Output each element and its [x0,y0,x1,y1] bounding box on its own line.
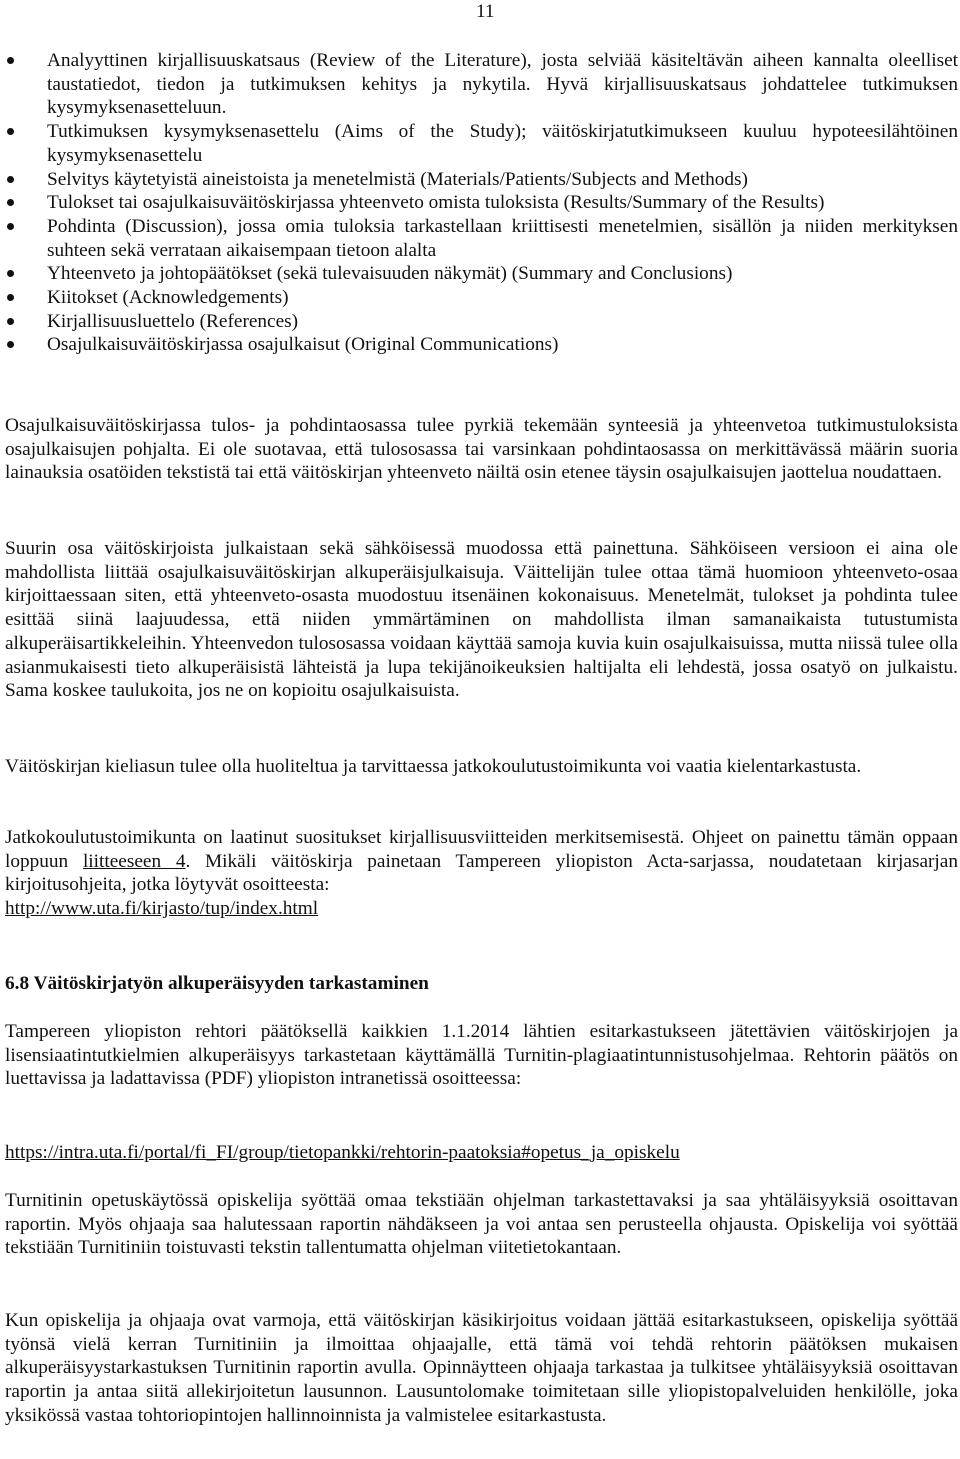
list-item: Yhteenveto ja johtopäätökset (sekä tulevaisuuden näkymät) (Summary and Conclusions) [7,262,958,286]
bullet-icon [7,199,14,206]
paragraph-electronic-version: Suurin osa väitöskirjoista julkaistaan sekä sähköisessä muodossa että painettuna. Sähköiseen versioon ei aina ole mahdollista liittää osajulkaisuväitöskirjan alkuperäisjulkaisuja. Väittelijän tulee ottaa tämä huomioon yhteenveto-osaa kirjoittaessaan siten, että yhteenveto-osasta muodostuu itsenäinen kokonaisuus. Menetelmät, tulokset ja pohdinta tulee esittää siinä laajuudessa, että niiden ymmärtäminen on mahdollista ilman samanaikaista tutustumista alkuperäisartikkeleihin. Yhteenvedon tulososassa voidaan käyttää samoja kuvia kuin osajulkaisuissa, mutta niissä tulee olla asianmukaisesti tieto alkuperäisistä lähteistä ja lupa tekijänoikeuksien haltijalta eli lehdestä, jossa osatyö on julkaistu. Sama koskee taulukoita, jos ne on kopioitu osajulkaisuista. [5,538,958,702]
paragraph-synthesis: Osajulkaisuväitöskirjassa tulos- ja pohdintaosassa tulee pyrkiä tekemään synteesiä ja yhteenvetoa tutkimustuloksista osajulkaisujen pohjalta. Ei ole suotavaa, että tulososassa tai varsinkaan pohdintaosassa on merkittävässä määrin suoria lainauksia osatöiden tekstistä tai että väitöskirjan yhteenveto näiltä osin etenee täysin osajulkaisujen jaottelua noudattaen. [5,415,958,484]
acta-url-link[interactable]: http://www.uta.fi/kirjasto/tup/index.html [5,898,319,920]
bullet-icon [7,294,14,301]
paragraph-intranet-url [5,1141,958,1165]
list-item: Tulokset tai osajulkaisuväitöskirjassa yhteenveto omista tuloksista (Results/Summary of the Results) [7,191,958,215]
section-heading: 6.8 Väitöskirjatyön alkuperäisyyden tarkastaminen [5,973,429,994]
list-item: Pohdinta (Discussion), jossa omia tuloksia tarkastellaan kriittisesti menetelmien, sisällön ja niiden merkityksen suhteen sekä verrataan aikaisempaan tietoon alalta [7,215,958,262]
bullet-icon [7,223,14,230]
list-item: Kirjallisuusluettelo (References) [7,310,958,334]
bullet-icon [7,318,14,325]
bullet-icon [7,57,14,64]
appendix-link[interactable]: liitteeseen 4 [82,850,186,872]
paragraph-language: Väitöskirjan kieliasun tulee olla huoliteltua ja tarvittaessa jatkokoulutustoimikunta voi vaatia kielentarkastusta. [5,756,862,777]
list-item: Kiitokset (Acknowledgements) [7,286,958,310]
paragraph-turnitin-usage: Turnitinin opetuskäytössä opiskelija syöttää omaa tekstiään ohjelman tarkastettavaksi ja saa yhtäläisyyksiä osoittavan raportin. Myös ohjaaja saa halutessaan raportin nähdäkseen ja voi antaa sen perusteella ohjausta. Opiskelija voi syöttää tekstiään Turnitiniin toistuvasti tekstin tallentumatta ohjelman viitetietokantaan. [5,1190,958,1259]
bullet-icon [7,128,14,135]
page-number: 11 [476,1,495,22]
bullet-icon [7,270,14,277]
bullet-icon [7,341,14,348]
list-item: Tutkimuksen kysymyksenasettelu (Aims of the Study); väitöskirjatutkimukseen kuuluu hypoteesilähtöinen kysymyksenasettelu [7,120,958,167]
paragraph-references [5,826,958,921]
bullet-icon [7,176,14,183]
list-item: Selvitys käytetyistä aineistoista ja menetelmistä (Materials/Patients/Subjects and Methods) [7,168,958,192]
thesis-structure-list [7,49,958,357]
paragraph-text: . Mikäli väitöskirja painetaan Tampereen yliopiston Acta-sarjassa, noudatetaan kirjasarjan kirjoitusohjeita, jotka löytyvät osoitteesta: [5,850,958,896]
paragraph-turnitin-decision: Tampereen yliopiston rehtori päätöksellä kaikkien 1.1.2014 lähtien esitarkastukseen jätettävien väitöskirjojen ja lisensiaatintutkielmien alkuperäisyys tarkastetaan käyttämällä Turnitin-plagiaatintunnistusohjelmaa. Rehtorin päätös on luettavissa ja ladattavissa (PDF) yliopiston intranetissä osoitteessa: [5,1021,958,1090]
list-item: Analyyttinen kirjallisuuskatsaus (Review of the Literature), josta selviää käsiteltävän aiheen kannalta oleelliset taustatiedot, tiedon ja tutkimuksen kehitys ja nykytila. Hyvä kirjallisuuskatsaus johdattelee tutkimuksen kysymyksenasetteluun. [7,49,958,120]
list-item: Osajulkaisuväitöskirjassa osajulkaisut (Original Communications) [7,333,958,357]
intranet-url-link[interactable]: https://intra.uta.fi/portal/fi_FI/group/tietopankki/rehtorin-paatoksia#opetus_ja_opiskelu [5,1142,680,1163]
paragraph-text: Jatkokoulutustoimikunta on laatinut suositukset kirjallisuusviitteiden merkitsemisestä. Ohjeet on painettu tämän oppaan loppuun [5,827,958,872]
paragraph-pre-examination: Kun opiskelija ja ohjaaja ovat varmoja, että väitöskirjan käsikirjoitus voidaan jättää esitarkastukseen, opiskelija syöttää työnsä vielä kerran Turnitiniin ja ilmoittaa ohjaajalle, että tämä voi tehdä rehtorin päätöksen mukaisen alkuperäisyystarkastuksen Turnitinin raportin avulla. Opinnäytteen ohjaaja tarkastaa ja tulkitsee yhtäläisyyksiä osoittavan raportin ja antaa siitä allekirjoitetun lausunnon. Lausuntolomake toimitetaan sille yliopistopalveluiden henkilölle, joka yksikössä vastaa tohtoriopintojen hallinnoinnista ja valmistelee esitarkastusta. [5,1310,958,1426]
